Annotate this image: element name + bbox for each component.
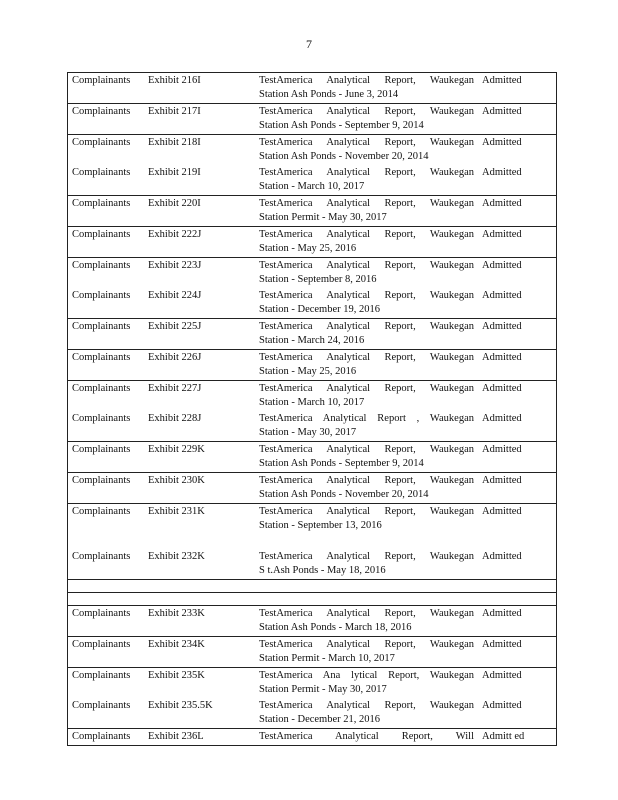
description-line-2: Station - March 10, 2017: [259, 181, 365, 192]
description-line-1: TestAmerica Analytical Report, Waukegan: [259, 106, 474, 117]
party-cell: Complainants: [68, 196, 145, 227]
exhibit-number-cell: Exhibit 232K: [148, 551, 205, 562]
description-line-2: Station Ash Ponds - November 20, 2014: [259, 151, 429, 162]
exhibit-row: [68, 411, 557, 442]
exhibit-row: [68, 165, 557, 196]
description-cell: [255, 606, 478, 637]
description-cell: [255, 319, 478, 350]
description-line-1: TestAmerica Analytical Report, Waukegan: [259, 321, 474, 332]
description-line-1: TestAmerica Analytical Report, Waukegan: [259, 198, 474, 209]
exhibit-number-cell: Exhibit 234K: [144, 637, 255, 668]
description-cell: [255, 549, 478, 580]
party-cell: Complainants: [68, 227, 145, 258]
party-cell: Complainants: [68, 442, 145, 473]
description-line-1: TestAmerica Analytical Report, Waukegan: [259, 506, 474, 517]
description-line-1: TestAmerica Analytical Report, Waukegan: [259, 137, 474, 148]
exhibit-row: [68, 104, 557, 135]
exhibit-number-cell: Exhibit 229K: [144, 442, 255, 473]
description-cell: [255, 258, 478, 289]
exhibit-number-cell: Exhibit 235K: [144, 668, 255, 699]
status-cell: Admitt ed: [478, 729, 557, 746]
description-line-1: TestAmerica Analytical Report, Waukegan: [259, 608, 474, 619]
exhibit-row: [68, 729, 557, 746]
exhibit-row: [68, 698, 557, 729]
description-line-2: Station Ash Ponds - September 9, 2014: [259, 458, 424, 469]
description-cell: [255, 637, 478, 668]
exhibit-table: [67, 72, 557, 746]
exhibit-number-cell: Exhibit 225J: [144, 319, 255, 350]
description-cell: [255, 104, 478, 135]
status-cell: Admitted: [482, 700, 522, 711]
party-cell: Complainants: [72, 700, 131, 711]
exhibit-number-cell: Exhibit 222J: [144, 227, 255, 258]
exhibit-row: [68, 319, 557, 350]
description-line-1: TestAmerica Analytical Report, Waukegan: [259, 167, 474, 178]
status-cell: Admitted: [478, 227, 557, 258]
status-cell: Admitted: [482, 551, 522, 562]
party-cell: Complainants: [68, 104, 145, 135]
spacer-cell: [68, 580, 557, 593]
party-cell: Complainants: [72, 167, 131, 178]
exhibit-number-cell: Exhibit 230K: [144, 473, 255, 504]
exhibit-row: [68, 135, 557, 166]
description-line-1: TestAmerica Analytical Report, Waukegan: [259, 551, 474, 562]
status-cell: Admitted: [478, 381, 557, 412]
description-cell: [255, 227, 478, 258]
status-cell: Admitted: [478, 668, 557, 699]
exhibit-row: [68, 381, 557, 412]
description-cell: [255, 135, 478, 166]
exhibit-row: [68, 350, 557, 381]
description-line-1: TestAmerica Analytical Report, Waukegan: [259, 352, 474, 363]
exhibit-number-cell: Exhibit 231K: [144, 504, 255, 550]
exhibit-number-cell: Exhibit 220I: [144, 196, 255, 227]
description-cell: [255, 288, 478, 319]
description-line-2: Station - May 25, 2016: [259, 243, 357, 254]
description-line-2: Station - December 19, 2016: [259, 304, 381, 315]
description-line-2: Station - September 13, 2016: [259, 520, 382, 531]
spacer-row: [68, 580, 557, 593]
description-line-2: Station - December 21, 2016: [259, 714, 381, 725]
status-cell: Admitted: [478, 606, 557, 637]
spacer-cell: [68, 593, 557, 606]
status-cell: Admitted: [478, 104, 557, 135]
description-line-2: Station Ash Ponds - June 3, 2014: [259, 89, 399, 100]
exhibit-row: [68, 668, 557, 699]
description-line-1: TestAmerica Analytical Report, Waukegan: [259, 639, 474, 650]
description-line-1: TestAmerica Analytical Report, Waukegan: [259, 444, 474, 455]
description-line-2: Station - May 25, 2016: [259, 366, 357, 377]
description-line-1: TestAmerica Analytical Report, Waukegan: [259, 700, 474, 711]
description-line-1: TestAmerica Analytical Report, Waukegan: [259, 290, 474, 301]
description-cell: [255, 698, 478, 729]
description-cell: [255, 381, 478, 412]
party-cell: Complainants: [68, 381, 145, 412]
description-line-2: Station Permit - May 30, 2017: [259, 212, 387, 223]
description-cell: [255, 165, 478, 196]
exhibit-row: [68, 196, 557, 227]
status-cell: Admitted: [478, 319, 557, 350]
description-line-2: S t.Ash Ponds - May 18, 2016: [259, 565, 386, 576]
exhibit-number-cell: Exhibit 226J: [144, 350, 255, 381]
exhibit-row: [68, 227, 557, 258]
party-cell: Complainants: [68, 668, 145, 699]
description-line-1: TestAmerica Analytical Report, Waukegan: [259, 229, 474, 240]
description-line-2: Station Ash Ponds - September 9, 2014: [259, 120, 424, 131]
exhibit-row: [68, 258, 557, 289]
status-cell: Admitted: [478, 350, 557, 381]
exhibit-row: [68, 504, 557, 550]
party-cell: Complainants: [72, 551, 131, 562]
status-cell: Admitted: [478, 258, 557, 289]
description-line-2: Station Permit - March 10, 2017: [259, 653, 395, 664]
description-line-2: Station - May 30, 2017: [259, 427, 357, 438]
description-cell: [255, 350, 478, 381]
party-cell: Complainants: [68, 729, 145, 746]
party-cell: Complainants: [68, 319, 145, 350]
exhibit-row: [68, 473, 557, 504]
description-cell: [255, 411, 478, 442]
exhibit-number-cell: Exhibit 223J: [144, 258, 255, 289]
description-line-1: TestAmerica Ana lytical Report, Waukegan: [259, 670, 474, 681]
exhibit-number-cell: Exhibit 228J: [148, 413, 202, 424]
description-line-2: Station - March 10, 2017: [259, 397, 365, 408]
exhibit-row: [68, 549, 557, 580]
party-cell: Complainants: [72, 290, 131, 301]
status-cell: Admitted: [482, 413, 522, 424]
status-cell: Admitted: [478, 135, 557, 166]
party-cell: Complainants: [68, 606, 145, 637]
status-cell: Admitted: [482, 167, 522, 178]
party-cell: Complainants: [68, 637, 145, 668]
description-line-2: Station - March 24, 2016: [259, 335, 365, 346]
status-cell: Admitted: [478, 637, 557, 668]
party-cell: Complainants: [68, 350, 145, 381]
description-line-1: TestAmerica Analytical Report, Will: [259, 731, 474, 742]
status-cell: Admitted: [478, 442, 557, 473]
description-line-2: Station Permit - May 30, 2017: [259, 684, 387, 695]
description-cell: [255, 473, 478, 504]
exhibit-number-cell: Exhibit 236L: [144, 729, 255, 746]
exhibit-number-cell: Exhibit 227J: [144, 381, 255, 412]
status-cell: Admitted: [478, 473, 557, 504]
status-cell: Admitted: [478, 196, 557, 227]
description-cell: [255, 73, 478, 104]
exhibit-number-cell: Exhibit 224J: [148, 290, 202, 301]
description-cell: [255, 196, 478, 227]
exhibit-row: [68, 288, 557, 319]
description-cell: [255, 668, 478, 699]
description-line-2: Station - September 8, 2016: [259, 274, 377, 285]
exhibit-number-cell: Exhibit 219I: [148, 167, 201, 178]
description-line-1: TestAmerica Analytical Report, Waukegan: [259, 75, 474, 86]
status-cell: Admitted: [478, 73, 557, 104]
exhibit-number-cell: Exhibit 218I: [144, 135, 255, 166]
page-number: 7: [306, 37, 312, 51]
party-cell: Complainants: [68, 473, 145, 504]
description-line-1: TestAmerica Analytical Report, Waukegan: [259, 383, 474, 394]
party-cell: Complainants: [68, 258, 145, 289]
status-cell: Admitted: [478, 504, 557, 550]
spacer-row: [68, 593, 557, 606]
exhibit-number-cell: Exhibit 233K: [144, 606, 255, 637]
party-cell: Complainants: [68, 73, 145, 104]
exhibit-number-cell: Exhibit 217I: [144, 104, 255, 135]
exhibit-row: [68, 637, 557, 668]
exhibit-number-cell: Exhibit 216I: [144, 73, 255, 104]
party-cell: Complainants: [72, 413, 131, 424]
description-line-1: TestAmerica Analytical Report, Waukegan: [259, 475, 474, 486]
description-line-1: TestAmerica Analytical Report, Waukegan: [259, 260, 474, 271]
description-cell: [255, 504, 478, 550]
exhibit-row: [68, 606, 557, 637]
party-cell: Complainants: [68, 135, 145, 166]
exhibit-row: [68, 442, 557, 473]
description-line-2: Station Ash Ponds - November 20, 2014: [259, 489, 429, 500]
party-cell: Complainants: [68, 504, 145, 550]
status-cell: Admitted: [482, 290, 522, 301]
description-cell: [255, 442, 478, 473]
description-line-2: Station Ash Ponds - March 18, 2016: [259, 622, 412, 633]
exhibit-row: [68, 73, 557, 104]
description-line-1: TestAmerica Analytical Report , Waukegan: [259, 413, 474, 424]
exhibit-number-cell: Exhibit 235.5K: [148, 700, 213, 711]
description-cell: [255, 729, 478, 746]
